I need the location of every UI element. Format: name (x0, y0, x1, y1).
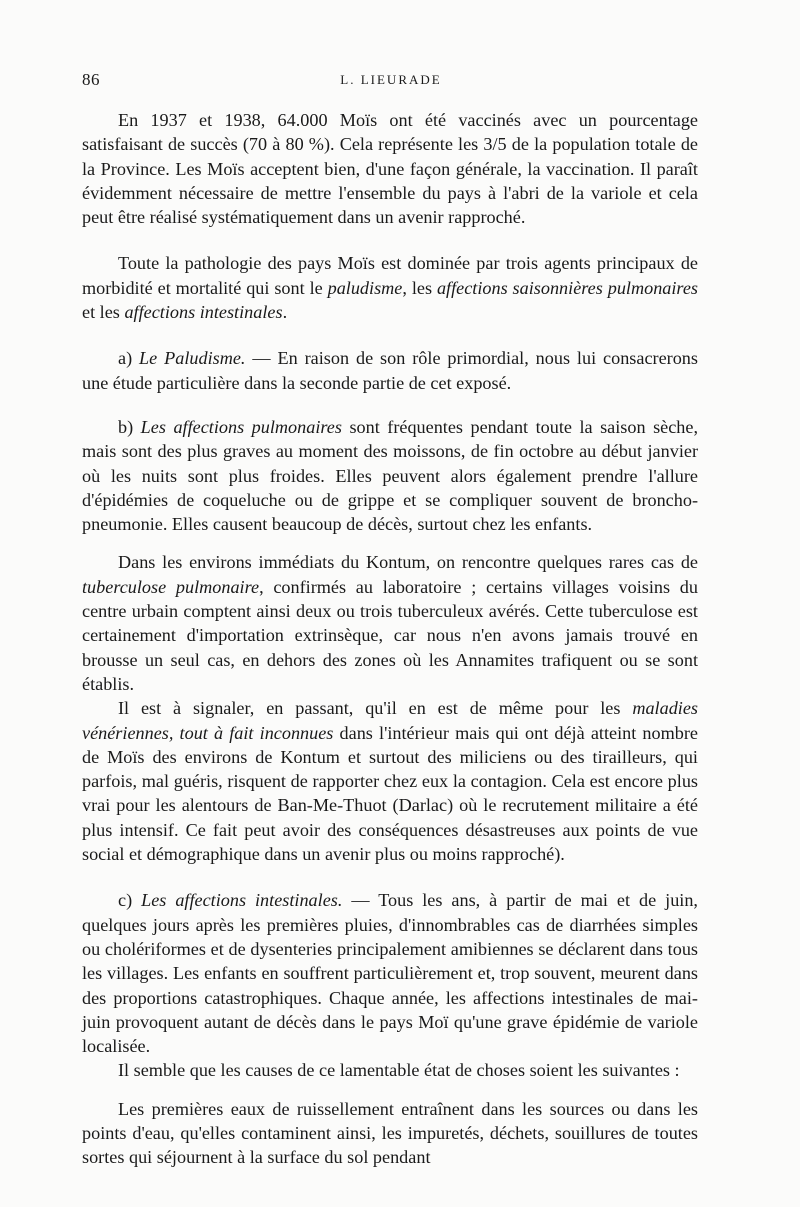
paragraph-pathology: Toute la pathologie des pays Moïs est dominée par trois agents principaux de morbidité et mortalité qui sont le paludisme, les affections saisonnières pulmonaires et les affections intestinales. (82, 253, 698, 323)
page-header (82, 70, 700, 92)
paragraph-causes: Il semble que les causes de ce lamentable état de choses soient les suivantes : (118, 1060, 680, 1081)
page-number: 86 (82, 70, 100, 89)
paragraph-vaccination: En 1937 et 1938, 64.000 Moïs ont été vaccinés avec un pourcentage satisfaisant de succès (70 à 80 %). Cela représente les 3/5 de la population totale de la Province. Les Moïs acceptent bien, d'une façon générale, la vaccination. Il paraît évidemment nécessaire de mettre l'ensemble du pays à l'abri de la variole et cela peut être réalisé systématiquement dans un avenir rapproché. (82, 110, 698, 228)
body-text (82, 108, 698, 1170)
paragraph-paludisme: a) Le Paludisme. — En raison de son rôle primordial, nous lui consacrerons une étude particulière dans la seconde partie de cet exposé. (82, 348, 698, 393)
running-head: L. LIEURADE (340, 72, 442, 87)
paragraph-eaux-ruissellement: Les premières eaux de ruissellement entraînent dans les sources ou dans les points d'eau, qu'elles contaminent ainsi, les impuretés, déchets, souillures de toutes sortes qui séjournent à la surface du sol pendant (82, 1098, 698, 1168)
paragraph-maladies-veneriennes: Il est à signaler, en passant, qu'il en est de même pour les maladies vénériennes, tout à fait inconnues dans l'intérieur mais qui ont déjà atteint nombre de Moïs des environs de Kontum et surtout des miliciens ou des tirailleurs, qui parfois, mal guéris, risquent de rapporter chez eux la contagion. Cela est encore plus vrai pour les alentours de Ban-Me-Thuot (Darlac) où le recrutement militaire a été plus intensif. Ce fait peut avoir des conséquences désastreuses aux points de vue social et démographique dans un avenir plus ou moins rapproché). (82, 698, 698, 865)
paragraph-affections-intestinales: c) Les affections intestinales. — Tous les ans, à partir de mai et de juin, quelques jours après les premières pluies, d'innombrables cas de diarrhées simples ou cholériformes et de dysenteries principalement amibiennes se déclarent dans tous les villages. Les enfants en souffrent particulièrement et, trop souvent, meurent dans des proportions catastrophiques. Chaque année, les affections intestinales de mai-juin provoquent autant de décès dans le pays Moï qu'une grave épidémie de variole localisée. (82, 890, 698, 1057)
paragraph-tuberculose: Dans les environs immédiats du Kontum, on rencontre quelques rares cas de tuberculose pulmonaire, confirmés au laboratoire ; certains villages voisins du centre urbain comptent ainsi deux ou trois tuberculeux avérés. Cette tuberculose est certainement d'importation extrinsèque, car nous n'en avons jamais trouvé en brousse un seul cas, en dehors des zones où les Annamites trafiquent ou se sont établis. (82, 552, 698, 694)
paragraph-affections-pulmonaires: b) Les affections pulmonaires sont fréquentes pendant toute la saison sèche, mais sont des plus graves au moment des moissons, de fin octobre au début janvier où les nuits sont plus froides. Elles peuvent alors également prendre l'allure d'épidémies de coqueluche ou de grippe et se compliquer souvent de broncho-pneumonie. Elles causent beaucoup de décès, surtout chez les enfants. (82, 416, 699, 535)
